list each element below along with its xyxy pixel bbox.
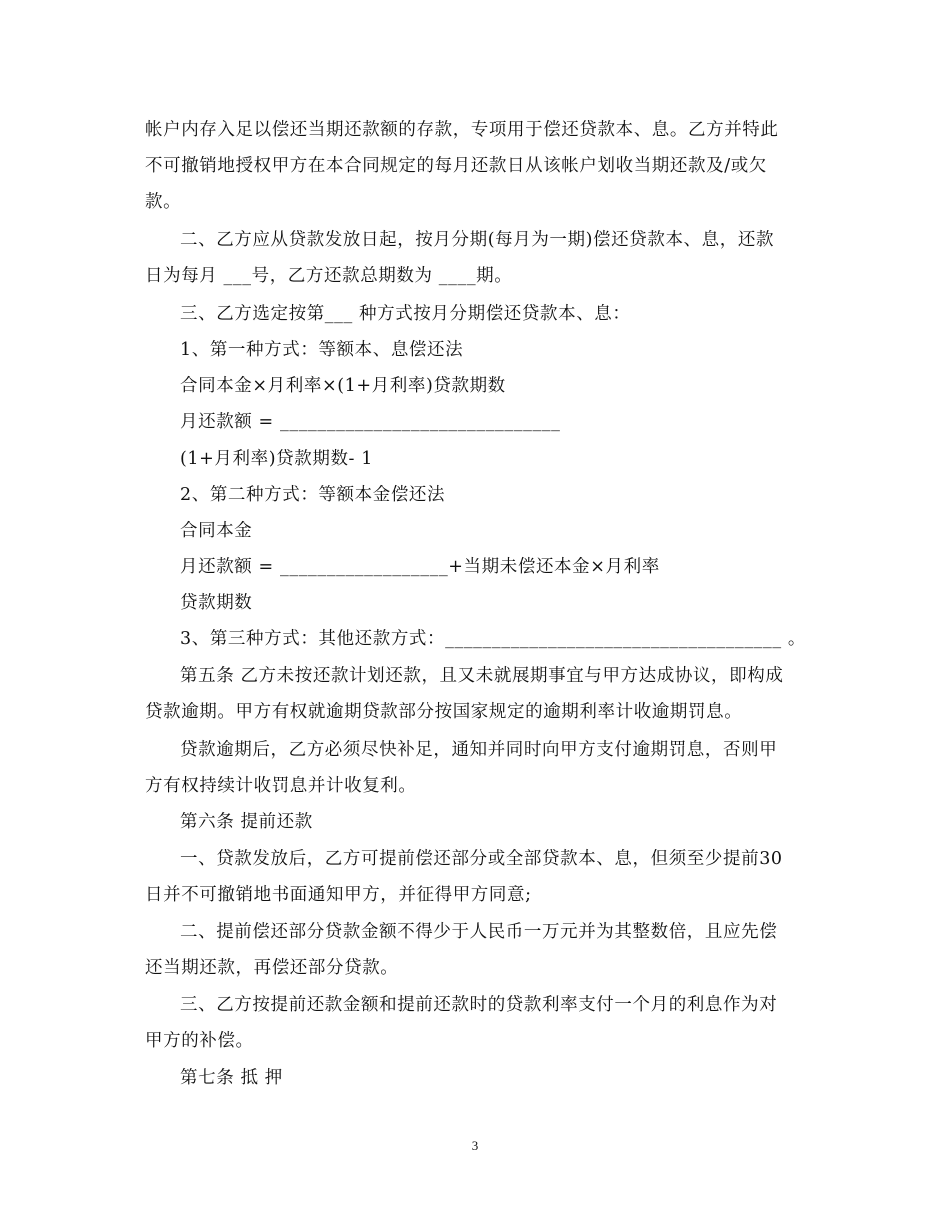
formula-line: 月还款额 = __________________+当期未偿还本金×月利率 [180,557,660,577]
page-number: 3 [471,1138,479,1153]
text-line: 日为每月 ___号，乙方还款总期数为 ____期。 [145,266,513,286]
text-line: 第五条 乙方未按还款计划还款，且又未就展期事宜与甲方达成协议，即构成 [180,666,784,686]
section-heading: 第六条 提前还款 [180,812,313,832]
text-line: 三、乙方选定按第___ 种方式按月分期偿还贷款本、息： [180,304,631,324]
text-line: 款。 [145,192,182,212]
text-line: 三、乙方按提前还款金额和提前还款时的贷款利率支付一个月的利息作为对 [180,995,778,1015]
text-line: 日并不可撤销地书面通知甲方，并征得甲方同意; [145,885,532,905]
text-line: 贷款逾期后，乙方必须尽快补足，通知并同时向甲方支付逾期罚息，否则甲 [180,740,778,760]
formula-numerator: 合同本金 [180,521,253,541]
text-line: 贷款逾期。甲方有权就逾期贷款部分按国家规定的逾期利率计收逾期罚息。 [145,702,743,722]
text-line: 二、提前偿还部分贷款金额不得少于人民币一万元并为其整数倍，且应先偿 [180,922,778,942]
text-line: 帐户内存入足以偿还当期还款额的存款，专项用于偿还贷款本、息。乙方并特此 [145,120,779,140]
text-line: 二、乙方应从贷款发放日起，按月分期(每月为一期)偿还贷款本、息，还款 [180,230,775,250]
formula-denominator: 贷款期数 [180,593,253,613]
formula-line: 月还款额 = ______________________________ [180,412,561,432]
text-line: 1、第一种方式：等额本、息偿还法 [180,340,464,360]
section-heading: 第七条 抵 押 [180,1068,283,1088]
text-line: 2、第二种方式：等额本金偿还法 [180,485,446,505]
formula-numerator: 合同本金×月利率×(1+月利率)贷款期数 [180,376,506,396]
formula-denominator: (1+月利率)贷款期数- 1 [180,449,373,469]
text-line: 不可撤销地授权甲方在本合同规定的每月还款日从该帐户划收当期还款及/或欠 [145,156,767,176]
text-line: 甲方的补偿。 [145,1031,254,1051]
text-line: 方有权持续计收罚息并计收复利。 [145,776,417,796]
text-line: 3、第三种方式：其他还款方式：____________________________________ 。 [180,629,806,649]
text-line: 还当期还款，再偿还部分贷款。 [145,958,399,978]
text-line: 一、贷款发放后，乙方可提前偿还部分或全部贷款本、息，但须至少提前30 [180,849,783,869]
